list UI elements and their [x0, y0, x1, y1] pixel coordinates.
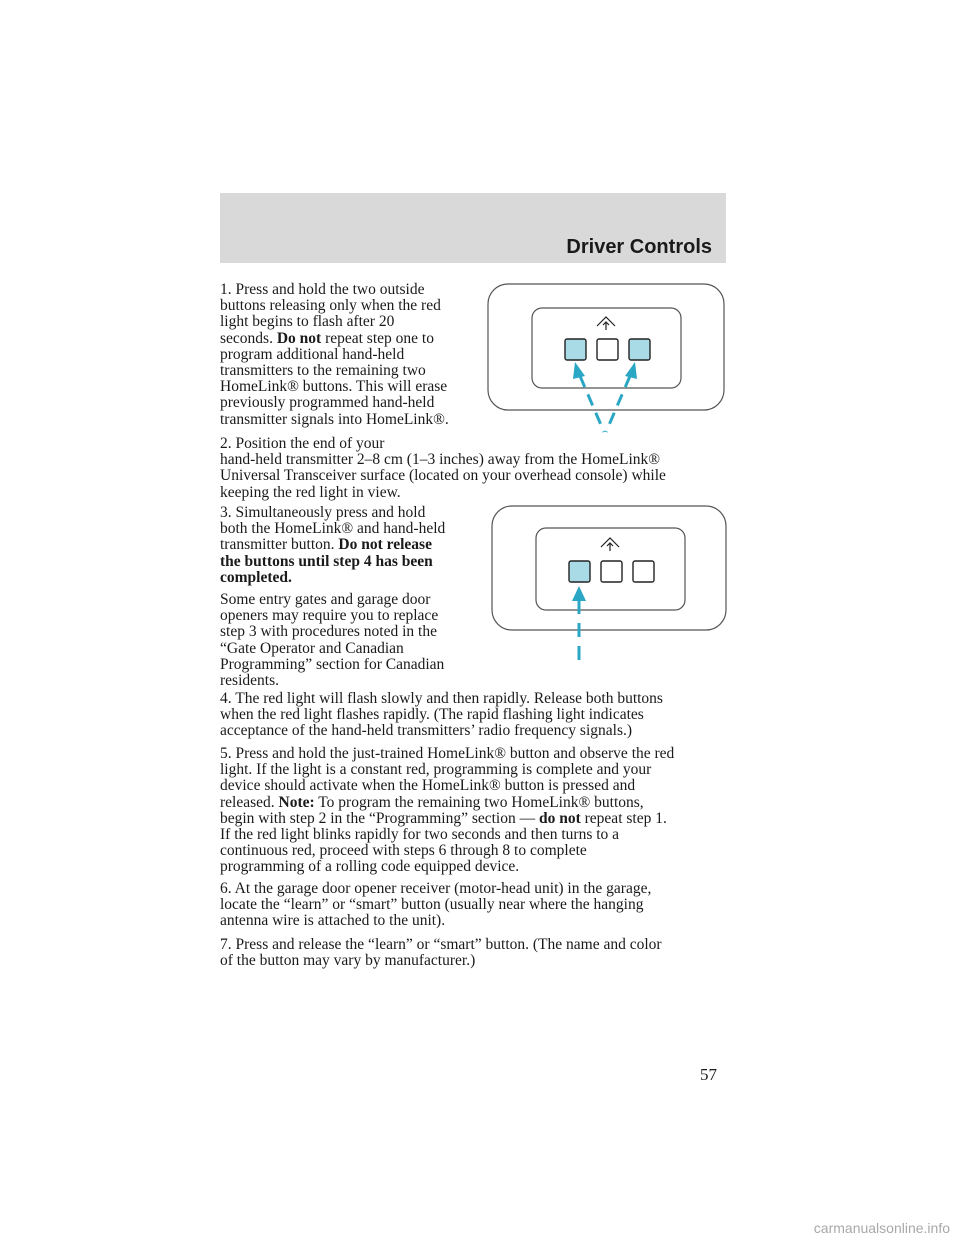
text-line: Universal Transceiver surface (located on your overhead console) while [220, 467, 666, 485]
text-line: buttons releasing only when the red [220, 297, 441, 315]
section-title: Driver Controls [566, 236, 712, 258]
text-line: 4. The red light will flash slowly and then rapidly. Release both buttons [220, 690, 663, 707]
text-line: keeping the red light in view. [220, 483, 401, 501]
emphasis: do not [538, 809, 581, 827]
text-line: released. [220, 793, 279, 811]
text-line: repeat step 1. [580, 809, 667, 827]
text-line: To program the remaining two HomeLink® buttons, [314, 793, 644, 811]
text-line: openers may require you to replace [220, 607, 439, 625]
emphasis: Do not [276, 329, 322, 347]
text-line: repeat step one to [325, 329, 434, 347]
text-line: when the red light flashes rapidly. (The rapid flashing light indicates [220, 706, 644, 724]
text-line: If the red light blinks rapidly for two seconds and then turns to a [220, 826, 620, 844]
text-line: of the button may vary by manufacturer.) [220, 952, 476, 970]
step-7-text [220, 937, 730, 969]
text-line: 5. Press and hold the just-trained HomeLink® button and observe the red [220, 745, 675, 762]
text-line: Some entry gates and garage door [220, 591, 431, 608]
text-line: locate the “learn” or “smart” button (usually near where the hanging [220, 896, 644, 914]
text-line: hand-held transmitter 2–8 cm (1–3 inches) away from the HomeLink® [220, 451, 661, 469]
text-line: 7. Press and release the “learn” or “smart” button. (The name and color [220, 936, 662, 953]
text-line: step 3 with procedures noted in the [220, 623, 437, 641]
text-line: light. If the light is a constant red, programming is complete and your [220, 761, 652, 779]
text-line: programming of a rolling code equipped device. [220, 858, 520, 876]
emphasis: Do not release [338, 536, 432, 554]
text-line: Programming” section for Canadian [220, 655, 445, 673]
homelink-figure-outside-buttons [486, 282, 726, 437]
text-line: 2. Position the end of your [220, 435, 385, 452]
text-line: transmitter signals into HomeLink®. [220, 410, 449, 428]
text-line: device should activate when the HomeLink® button is pressed and [220, 777, 636, 795]
homelink-button-1 [569, 561, 590, 582]
watermark: carmanualsonline.info [813, 1220, 950, 1236]
emphasis: the buttons until step 4 has been [220, 552, 433, 570]
text-line: residents. [220, 672, 279, 690]
homelink-button-1 [565, 339, 586, 360]
step-2-text [220, 436, 730, 501]
emphasis: completed. [220, 568, 292, 586]
step-6-text [220, 881, 730, 930]
step-5-text [220, 746, 730, 876]
homelink-button-3 [633, 561, 654, 582]
text-line: HomeLink® buttons. This will erase [220, 378, 448, 396]
text-line: both the HomeLink® and hand-held [220, 520, 446, 538]
note-text [220, 592, 480, 689]
text-line: 3. Simultaneously press and hold [220, 504, 426, 521]
section-header [220, 193, 726, 263]
text-line: light begins to flash after 20 [220, 313, 395, 331]
text-line: transmitters to the remaining two [220, 362, 426, 380]
text-line: “Gate Operator and Canadian [220, 639, 404, 657]
step-1-text [220, 282, 480, 428]
text-line: antenna wire is attached to the unit). [220, 912, 446, 930]
text-line: 1. Press and hold the two outside [220, 281, 425, 298]
homelink-button-2 [597, 339, 618, 360]
step-3-text [220, 505, 480, 586]
step-4-text [220, 691, 730, 740]
text-line: previously programmed hand-held [220, 394, 435, 412]
text-line: begin with step 2 in the “Programming” section — [220, 809, 539, 827]
page-number: 57 [700, 1065, 717, 1084]
emphasis: Note: [278, 793, 315, 811]
text-line: 6. At the garage door opener receiver (motor-head unit) in the garage, [220, 880, 652, 897]
text-line: acceptance of the hand-held transmitters’ radio frequency signals.) [220, 722, 633, 740]
homelink-figure-single-button [490, 504, 730, 670]
text-line: transmitter button. [220, 536, 339, 554]
homelink-button-3 [629, 339, 650, 360]
text-line: continuous red, proceed with steps 6 through 8 to complete [220, 842, 587, 860]
text-line: seconds. [220, 329, 277, 347]
text-line: program additional hand-held [220, 345, 405, 363]
homelink-button-2 [601, 561, 622, 582]
